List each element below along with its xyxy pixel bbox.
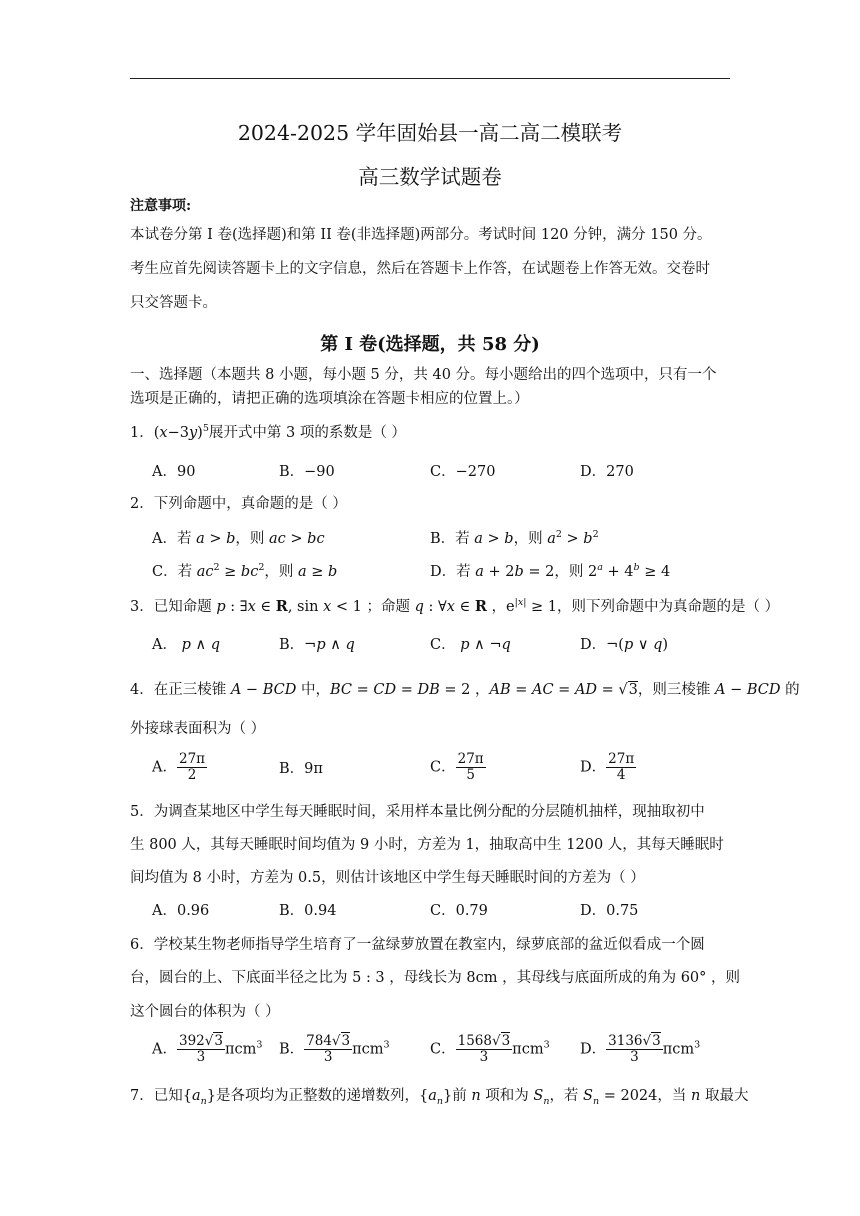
- notice-line-2: 考生应首先阅读答题卡上的文字信息，然后在答题卡上作答，在试题卷上作答无效。交卷时: [130, 261, 710, 277]
- q1-option-b: B．−90: [279, 464, 335, 480]
- section-intro-2: 选项是正确的，请把正确的选项填涂在答题卡相应的位置上。）: [130, 391, 529, 407]
- q3-option-a: A． p ∧ q: [152, 637, 221, 653]
- question-5-line-3: 间均值为 8 小时，方差为 0.5，则估计该地区中学生每天睡眠时间的方差为（ ）: [130, 870, 645, 886]
- q4-option-a: A． $\frac{27\pi}{2}$: [152, 751, 206, 783]
- q6-option-c: C． $\frac{1568√3}{3}$ πcm$^3$: [430, 1033, 550, 1065]
- q2-option-c: C．若 $ac^2 \ge bc^2$，则 a ≥ b: [152, 562, 338, 580]
- question-4-line-2: 外接球表面积为（ ）: [130, 721, 266, 737]
- q5-option-b: B．0.94: [279, 903, 337, 919]
- section-title: 第 I 卷(选择题，共 58 分): [320, 334, 540, 355]
- q3-option-d: D．¬(p ∨ q): [580, 637, 669, 653]
- q4-option-d: D． $\frac{27\pi}{4}$: [580, 751, 635, 783]
- q2-option-a: A．若 a > b，则 ac > bc: [152, 531, 325, 547]
- q1-option-c: C．−270: [430, 464, 496, 480]
- q6-option-a: A． $\frac{392√3}{3}$ πcm$^3$: [152, 1033, 263, 1065]
- question-6-line-2: 台，圆台的上、下底面半径之比为 5 : 3 ，母线长为 8cm ，其母线与底面所成的角为 60° ，则: [130, 970, 741, 986]
- question-1-stem: 1．$(x-3y)^5$展开式中第 3 项的系数是（ ）: [130, 423, 406, 441]
- q3-option-c: C． p ∧ ¬q: [430, 637, 511, 653]
- q1-option-a: A．90: [152, 464, 196, 480]
- notice-line-1: 本试卷分第 I 卷(选择题)和第 II 卷(非选择题)两部分。考试时间 120 分钟，满分 150 分。: [130, 227, 712, 243]
- q5-option-a: A．0.96: [152, 903, 210, 919]
- q5-option-c: C．0.79: [430, 903, 488, 919]
- q3-option-b: B．¬p ∧ q: [279, 637, 355, 653]
- question-5-line-1: 5．为调查某地区中学生每天睡眠时间，采用样本量比例分配的分层随机抽样，现抽取初中: [130, 804, 705, 820]
- q6-option-b: B． $\frac{784√3}{3}$ πcm$^3$: [279, 1033, 390, 1065]
- question-4-stem: 4．在正三棱锥 A − BCD 中，BC = CD = DB = 2 ，AB = AC = AD = √3，则三棱锥 A − BCD 的: [130, 682, 800, 698]
- exam-subtitle: 高三数学试题卷: [358, 165, 502, 189]
- question-3-stem: 3．已知命题 p : ∃x ∈ R, sin x < 1 ；命题 q : ∀x ∈ R ，$e^{|x|} \ge 1$，则下列命题中为真命题的是（ ）: [130, 597, 780, 615]
- question-6-line-3: 这个圆台的体积为（ ）: [130, 1004, 280, 1020]
- question-7-stem: 7．已知$\{a_n\}$是各项均为正整数的递增数列，$\{a_n\}$前 n 项和为 $S_n$，若 $S_n = 2024$，当 n 取最大: [130, 1088, 749, 1107]
- q4-option-b: B．9π: [279, 761, 323, 777]
- q2-option-d: D．若 a + 2b = 2，则 $2^a + 4^b \ge 4$: [430, 562, 671, 580]
- q4-option-c: C． $\frac{27\pi}{5}$: [430, 751, 484, 783]
- question-5-line-2: 生 800 人，其每天睡眠时间均值为 9 小时，方差为 1，抽取高中生 1200 人，其每天睡眠时: [130, 837, 724, 853]
- question-2-stem: 2．下列命题中，真命题的是（ ）: [130, 496, 347, 512]
- q1-option-d: D．270: [580, 464, 634, 480]
- exam-title: 2024-2025 学年固始县一高二高二模联考: [237, 121, 623, 145]
- q5-option-d: D．0.75: [580, 903, 639, 919]
- section-intro-1: 一、选择题（本题共 8 小题，每小题 5 分，共 40 分。每小题给出的四个选项中，只有一个: [130, 367, 717, 383]
- question-6-line-1: 6．学校某生物老师指导学生培育了一盆绿萝放置在教室内，绿萝底部的盆近似看成一个圆: [130, 937, 705, 953]
- top-rule: [130, 78, 730, 79]
- notice-line-3: 只交答题卡。: [130, 295, 217, 311]
- q2-option-b: B．若 a > b，则 $a^2 > b^2$: [430, 529, 599, 547]
- notice-heading: 注意事项:: [130, 198, 192, 214]
- q6-option-d: D． $\frac{3136√3}{3}$ πcm$^3$: [580, 1033, 701, 1065]
